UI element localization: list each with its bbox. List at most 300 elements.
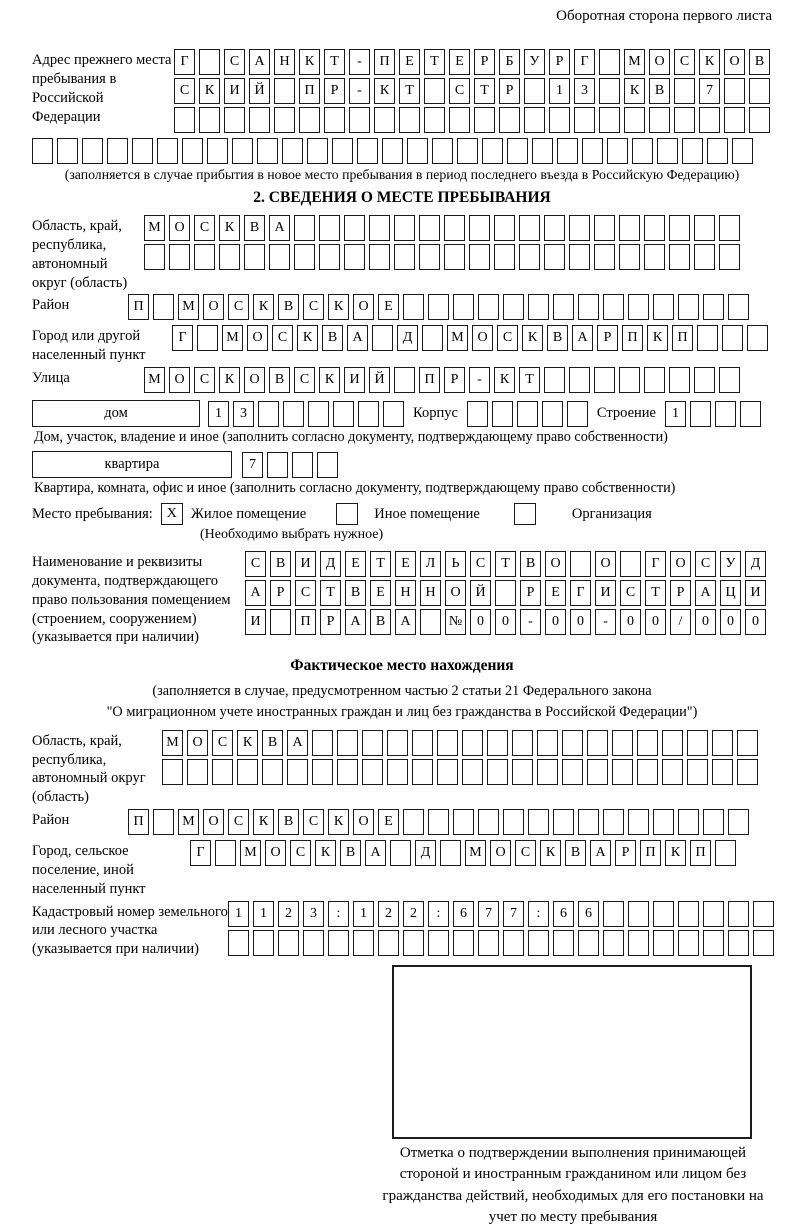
- char-cell-empty[interactable]: [317, 452, 338, 478]
- char-cell-empty[interactable]: [319, 244, 340, 270]
- char-cell-empty[interactable]: [612, 730, 633, 756]
- char-cell-filled[interactable]: Ц: [720, 580, 741, 606]
- char-cell-empty[interactable]: [674, 107, 695, 133]
- char-cell-filled[interactable]: -: [595, 609, 616, 635]
- char-cell-empty[interactable]: [237, 759, 258, 785]
- checkbox-residential[interactable]: X: [161, 503, 183, 525]
- char-cell-empty[interactable]: [578, 809, 599, 835]
- char-cell-filled[interactable]: 2: [278, 901, 299, 927]
- char-cell-filled[interactable]: Е: [345, 551, 366, 577]
- char-cell-empty[interactable]: [712, 759, 733, 785]
- char-cell-filled[interactable]: С: [228, 294, 249, 320]
- char-cell-empty[interactable]: [715, 840, 736, 866]
- char-cell-filled[interactable]: 3: [233, 401, 254, 427]
- char-cell-empty[interactable]: [469, 244, 490, 270]
- char-cell-empty[interactable]: [462, 730, 483, 756]
- char-cell-filled[interactable]: Й: [470, 580, 491, 606]
- char-cell-empty[interactable]: [262, 759, 283, 785]
- char-cell-empty[interactable]: [703, 809, 724, 835]
- char-cell-empty[interactable]: [357, 138, 378, 164]
- char-cell-empty[interactable]: [532, 138, 553, 164]
- char-cell-empty[interactable]: [462, 759, 483, 785]
- char-cell-empty[interactable]: [469, 215, 490, 241]
- char-cell-empty[interactable]: [719, 244, 740, 270]
- char-cell-empty[interactable]: [562, 730, 583, 756]
- char-cell-empty[interactable]: [182, 138, 203, 164]
- char-cell-filled[interactable]: К: [624, 78, 645, 104]
- char-cell-empty[interactable]: [82, 138, 103, 164]
- char-cell-empty[interactable]: [628, 930, 649, 956]
- char-cell-empty[interactable]: [549, 107, 570, 133]
- char-cell-filled[interactable]: И: [224, 78, 245, 104]
- char-cell-filled[interactable]: О: [244, 367, 265, 393]
- char-cell-filled[interactable]: 1: [208, 401, 229, 427]
- checkbox-other-premises[interactable]: [336, 503, 358, 525]
- char-cell-empty[interactable]: [494, 215, 515, 241]
- char-cell-empty[interactable]: [57, 138, 78, 164]
- char-cell-filled[interactable]: Р: [597, 325, 618, 351]
- char-cell-empty[interactable]: [569, 244, 590, 270]
- char-cell-filled[interactable]: Р: [320, 609, 341, 635]
- char-cell-filled[interactable]: П: [419, 367, 440, 393]
- char-cell-empty[interactable]: [503, 809, 524, 835]
- char-cell-empty[interactable]: [440, 840, 461, 866]
- char-cell-empty[interactable]: [644, 215, 665, 241]
- char-cell-empty[interactable]: [424, 107, 445, 133]
- char-cell-empty[interactable]: [737, 759, 758, 785]
- char-cell-empty[interactable]: [690, 401, 711, 427]
- char-cell-empty[interactable]: [512, 730, 533, 756]
- char-cell-filled[interactable]: 1: [253, 901, 274, 927]
- char-cell-filled[interactable]: №: [445, 609, 466, 635]
- char-cell-filled[interactable]: С: [470, 551, 491, 577]
- char-cell-filled[interactable]: О: [595, 551, 616, 577]
- char-cell-empty[interactable]: [403, 809, 424, 835]
- char-cell-empty[interactable]: [544, 367, 565, 393]
- char-cell-empty[interactable]: [232, 138, 253, 164]
- char-cell-empty[interactable]: [503, 930, 524, 956]
- char-cell-empty[interactable]: [412, 759, 433, 785]
- char-cell-filled[interactable]: О: [724, 49, 745, 75]
- char-cell-empty[interactable]: [747, 325, 768, 351]
- char-cell-empty[interactable]: [197, 325, 218, 351]
- char-cell-empty[interactable]: [694, 367, 715, 393]
- char-cell-filled[interactable]: -: [349, 49, 370, 75]
- char-cell-filled[interactable]: Е: [395, 551, 416, 577]
- char-cell-empty[interactable]: [478, 809, 499, 835]
- char-cell-empty[interactable]: [312, 730, 333, 756]
- char-cell-empty[interactable]: [453, 294, 474, 320]
- char-cell-empty[interactable]: [524, 107, 545, 133]
- char-cell-empty[interactable]: [283, 401, 304, 427]
- char-cell-empty[interactable]: [453, 809, 474, 835]
- char-cell-filled[interactable]: С: [228, 809, 249, 835]
- char-cell-empty[interactable]: [144, 244, 165, 270]
- char-cell-filled[interactable]: П: [690, 840, 711, 866]
- char-cell-filled[interactable]: О: [203, 809, 224, 835]
- char-cell-empty[interactable]: [620, 551, 641, 577]
- char-cell-empty[interactable]: [324, 107, 345, 133]
- char-cell-filled[interactable]: В: [345, 580, 366, 606]
- char-cell-empty[interactable]: [487, 759, 508, 785]
- char-cell-empty[interactable]: [244, 244, 265, 270]
- char-cell-empty[interactable]: [337, 730, 358, 756]
- char-cell-empty[interactable]: [612, 759, 633, 785]
- char-cell-empty[interactable]: [607, 138, 628, 164]
- char-cell-empty[interactable]: [728, 294, 749, 320]
- char-cell-filled[interactable]: С: [295, 580, 316, 606]
- char-cell-empty[interactable]: [628, 294, 649, 320]
- char-cell-empty[interactable]: [753, 930, 774, 956]
- char-cell-empty[interactable]: [599, 49, 620, 75]
- char-cell-filled[interactable]: С: [303, 809, 324, 835]
- char-cell-empty[interactable]: [444, 244, 465, 270]
- char-cell-empty[interactable]: [678, 930, 699, 956]
- char-cell-empty[interactable]: [557, 138, 578, 164]
- char-cell-empty[interactable]: [319, 215, 340, 241]
- char-cell-filled[interactable]: У: [524, 49, 545, 75]
- char-cell-empty[interactable]: [307, 138, 328, 164]
- house-type-box[interactable]: дом: [32, 400, 200, 427]
- char-cell-filled[interactable]: Л: [420, 551, 441, 577]
- char-cell-filled[interactable]: 3: [574, 78, 595, 104]
- char-cell-empty[interactable]: [353, 930, 374, 956]
- char-cell-empty[interactable]: [387, 759, 408, 785]
- char-cell-filled[interactable]: С: [194, 367, 215, 393]
- char-cell-filled[interactable]: О: [445, 580, 466, 606]
- char-cell-filled[interactable]: С: [245, 551, 266, 577]
- char-cell-filled[interactable]: О: [649, 49, 670, 75]
- char-cell-empty[interactable]: [194, 244, 215, 270]
- char-cell-empty[interactable]: [107, 138, 128, 164]
- char-cell-empty[interactable]: [383, 401, 404, 427]
- char-cell-empty[interactable]: [274, 78, 295, 104]
- char-cell-empty[interactable]: [712, 730, 733, 756]
- char-cell-empty[interactable]: [299, 107, 320, 133]
- char-cell-empty[interactable]: [687, 730, 708, 756]
- char-cell-filled[interactable]: М: [624, 49, 645, 75]
- char-cell-empty[interactable]: [669, 215, 690, 241]
- char-cell-filled[interactable]: Г: [172, 325, 193, 351]
- char-cell-filled[interactable]: М: [465, 840, 486, 866]
- char-cell-empty[interactable]: [403, 294, 424, 320]
- char-cell-empty[interactable]: [382, 138, 403, 164]
- char-cell-filled[interactable]: Д: [397, 325, 418, 351]
- char-cell-empty[interactable]: [619, 244, 640, 270]
- char-cell-filled[interactable]: П: [128, 809, 149, 835]
- char-cell-filled[interactable]: С: [194, 215, 215, 241]
- char-cell-empty[interactable]: [632, 138, 653, 164]
- char-cell-filled[interactable]: М: [162, 730, 183, 756]
- char-cell-empty[interactable]: [219, 244, 240, 270]
- char-cell-filled[interactable]: О: [247, 325, 268, 351]
- char-cell-empty[interactable]: [719, 367, 740, 393]
- char-cell-filled[interactable]: Т: [495, 551, 516, 577]
- char-cell-empty[interactable]: [403, 930, 424, 956]
- char-cell-filled[interactable]: К: [299, 49, 320, 75]
- char-cell-empty[interactable]: [457, 138, 478, 164]
- char-cell-empty[interactable]: [537, 759, 558, 785]
- char-cell-empty[interactable]: [207, 138, 228, 164]
- char-cell-empty[interactable]: [432, 138, 453, 164]
- char-cell-filled[interactable]: Т: [324, 49, 345, 75]
- char-cell-empty[interactable]: [644, 367, 665, 393]
- char-cell-empty[interactable]: [542, 401, 563, 427]
- char-cell-filled[interactable]: Р: [670, 580, 691, 606]
- char-cell-empty[interactable]: [157, 138, 178, 164]
- char-cell-empty[interactable]: [694, 215, 715, 241]
- char-cell-empty[interactable]: [187, 759, 208, 785]
- char-cell-empty[interactable]: [587, 730, 608, 756]
- char-cell-empty[interactable]: [517, 401, 538, 427]
- char-cell-filled[interactable]: К: [494, 367, 515, 393]
- char-cell-filled[interactable]: :: [528, 901, 549, 927]
- char-cell-empty[interactable]: [249, 107, 270, 133]
- char-cell-empty[interactable]: [344, 244, 365, 270]
- char-cell-filled[interactable]: К: [297, 325, 318, 351]
- char-cell-filled[interactable]: С: [290, 840, 311, 866]
- char-cell-filled[interactable]: 7: [699, 78, 720, 104]
- char-cell-filled[interactable]: 0: [470, 609, 491, 635]
- char-cell-filled[interactable]: П: [374, 49, 395, 75]
- char-cell-empty[interactable]: [582, 138, 603, 164]
- char-cell-filled[interactable]: П: [622, 325, 643, 351]
- char-cell-empty[interactable]: [519, 215, 540, 241]
- char-cell-empty[interactable]: [228, 930, 249, 956]
- char-cell-empty[interactable]: [724, 107, 745, 133]
- char-cell-empty[interactable]: [474, 107, 495, 133]
- char-cell-filled[interactable]: К: [253, 294, 274, 320]
- char-cell-filled[interactable]: А: [695, 580, 716, 606]
- char-cell-filled[interactable]: Г: [645, 551, 666, 577]
- char-cell-filled[interactable]: /: [670, 609, 691, 635]
- char-cell-empty[interactable]: [492, 401, 513, 427]
- char-cell-empty[interactable]: [662, 730, 683, 756]
- char-cell-filled[interactable]: Р: [499, 78, 520, 104]
- char-cell-filled[interactable]: С: [174, 78, 195, 104]
- char-cell-filled[interactable]: И: [745, 580, 766, 606]
- char-cell-empty[interactable]: [349, 107, 370, 133]
- char-cell-empty[interactable]: [653, 901, 674, 927]
- char-cell-empty[interactable]: [653, 930, 674, 956]
- char-cell-filled[interactable]: И: [595, 580, 616, 606]
- char-cell-filled[interactable]: К: [540, 840, 561, 866]
- char-cell-filled[interactable]: О: [472, 325, 493, 351]
- char-cell-empty[interactable]: [494, 244, 515, 270]
- checkbox-organization[interactable]: [514, 503, 536, 525]
- char-cell-filled[interactable]: К: [522, 325, 543, 351]
- char-cell-empty[interactable]: [637, 759, 658, 785]
- char-cell-filled[interactable]: К: [699, 49, 720, 75]
- char-cell-filled[interactable]: Т: [370, 551, 391, 577]
- char-cell-empty[interactable]: [499, 107, 520, 133]
- char-cell-filled[interactable]: В: [322, 325, 343, 351]
- char-cell-filled[interactable]: П: [299, 78, 320, 104]
- char-cell-filled[interactable]: С: [272, 325, 293, 351]
- char-cell-filled[interactable]: К: [319, 367, 340, 393]
- char-cell-filled[interactable]: 1: [665, 401, 686, 427]
- char-cell-empty[interactable]: [487, 730, 508, 756]
- char-cell-filled[interactable]: О: [670, 551, 691, 577]
- char-cell-empty[interactable]: [574, 107, 595, 133]
- char-cell-filled[interactable]: 0: [545, 609, 566, 635]
- char-cell-empty[interactable]: [603, 901, 624, 927]
- char-cell-empty[interactable]: [449, 107, 470, 133]
- char-cell-filled[interactable]: В: [340, 840, 361, 866]
- char-cell-empty[interactable]: [619, 367, 640, 393]
- char-cell-empty[interactable]: [719, 215, 740, 241]
- char-cell-filled[interactable]: В: [565, 840, 586, 866]
- char-cell-filled[interactable]: Г: [570, 580, 591, 606]
- char-cell-filled[interactable]: С: [620, 580, 641, 606]
- char-cell-empty[interactable]: [399, 107, 420, 133]
- char-cell-empty[interactable]: [553, 809, 574, 835]
- char-cell-empty[interactable]: [162, 759, 183, 785]
- char-cell-filled[interactable]: Р: [549, 49, 570, 75]
- char-cell-empty[interactable]: [619, 215, 640, 241]
- char-cell-empty[interactable]: [594, 367, 615, 393]
- char-cell-empty[interactable]: [603, 809, 624, 835]
- char-cell-filled[interactable]: П: [295, 609, 316, 635]
- char-cell-empty[interactable]: [697, 325, 718, 351]
- char-cell-empty[interactable]: [257, 138, 278, 164]
- char-cell-filled[interactable]: В: [370, 609, 391, 635]
- char-cell-filled[interactable]: 2: [403, 901, 424, 927]
- char-cell-empty[interactable]: [303, 930, 324, 956]
- char-cell-empty[interactable]: [703, 901, 724, 927]
- char-cell-filled[interactable]: М: [447, 325, 468, 351]
- char-cell-empty[interactable]: [444, 215, 465, 241]
- char-cell-filled[interactable]: И: [344, 367, 365, 393]
- char-cell-empty[interactable]: [628, 901, 649, 927]
- char-cell-empty[interactable]: [703, 930, 724, 956]
- char-cell-filled[interactable]: А: [347, 325, 368, 351]
- char-cell-filled[interactable]: 6: [453, 901, 474, 927]
- char-cell-empty[interactable]: [740, 401, 761, 427]
- char-cell-filled[interactable]: С: [515, 840, 536, 866]
- char-cell-filled[interactable]: Р: [444, 367, 465, 393]
- char-cell-filled[interactable]: 1: [353, 901, 374, 927]
- char-cell-empty[interactable]: [374, 107, 395, 133]
- char-cell-filled[interactable]: 0: [695, 609, 716, 635]
- char-cell-filled[interactable]: М: [240, 840, 261, 866]
- char-cell-empty[interactable]: [394, 367, 415, 393]
- char-cell-empty[interactable]: [224, 107, 245, 133]
- char-cell-filled[interactable]: В: [520, 551, 541, 577]
- char-cell-empty[interactable]: [599, 107, 620, 133]
- char-cell-filled[interactable]: 6: [578, 901, 599, 927]
- char-cell-empty[interactable]: [253, 930, 274, 956]
- char-cell-filled[interactable]: М: [222, 325, 243, 351]
- char-cell-filled[interactable]: П: [640, 840, 661, 866]
- char-cell-empty[interactable]: [453, 930, 474, 956]
- char-cell-empty[interactable]: [308, 401, 329, 427]
- char-cell-empty[interactable]: [562, 759, 583, 785]
- char-cell-filled[interactable]: А: [572, 325, 593, 351]
- char-cell-filled[interactable]: О: [545, 551, 566, 577]
- char-cell-filled[interactable]: Р: [270, 580, 291, 606]
- char-cell-empty[interactable]: [437, 759, 458, 785]
- char-cell-filled[interactable]: В: [262, 730, 283, 756]
- char-cell-empty[interactable]: [420, 609, 441, 635]
- char-cell-empty[interactable]: [569, 215, 590, 241]
- char-cell-filled[interactable]: О: [353, 809, 374, 835]
- char-cell-filled[interactable]: В: [749, 49, 770, 75]
- char-cell-filled[interactable]: -: [520, 609, 541, 635]
- char-cell-filled[interactable]: Е: [378, 294, 399, 320]
- char-cell-filled[interactable]: Д: [415, 840, 436, 866]
- char-cell-empty[interactable]: [669, 244, 690, 270]
- char-cell-filled[interactable]: О: [353, 294, 374, 320]
- char-cell-empty[interactable]: [482, 138, 503, 164]
- char-cell-filled[interactable]: 6: [553, 901, 574, 927]
- char-cell-filled[interactable]: 1: [228, 901, 249, 927]
- char-cell-empty[interactable]: [722, 325, 743, 351]
- char-cell-empty[interactable]: [637, 730, 658, 756]
- char-cell-filled[interactable]: С: [449, 78, 470, 104]
- char-cell-filled[interactable]: В: [244, 215, 265, 241]
- char-cell-empty[interactable]: [424, 78, 445, 104]
- char-cell-empty[interactable]: [528, 930, 549, 956]
- char-cell-empty[interactable]: [512, 759, 533, 785]
- char-cell-empty[interactable]: [570, 551, 591, 577]
- char-cell-filled[interactable]: Т: [519, 367, 540, 393]
- char-cell-empty[interactable]: [294, 244, 315, 270]
- char-cell-empty[interactable]: [657, 138, 678, 164]
- char-cell-filled[interactable]: О: [265, 840, 286, 866]
- char-cell-filled[interactable]: К: [219, 215, 240, 241]
- char-cell-empty[interactable]: [519, 244, 540, 270]
- char-cell-empty[interactable]: [587, 759, 608, 785]
- char-cell-filled[interactable]: 0: [720, 609, 741, 635]
- char-cell-empty[interactable]: [528, 809, 549, 835]
- char-cell-filled[interactable]: Г: [574, 49, 595, 75]
- char-cell-filled[interactable]: Н: [395, 580, 416, 606]
- char-cell-filled[interactable]: Т: [424, 49, 445, 75]
- char-cell-empty[interactable]: [594, 244, 615, 270]
- char-cell-filled[interactable]: В: [547, 325, 568, 351]
- char-cell-empty[interactable]: [394, 244, 415, 270]
- char-cell-empty[interactable]: [274, 107, 295, 133]
- char-cell-filled[interactable]: :: [328, 901, 349, 927]
- char-cell-empty[interactable]: [282, 138, 303, 164]
- char-cell-empty[interactable]: [270, 609, 291, 635]
- char-cell-empty[interactable]: [337, 759, 358, 785]
- char-cell-empty[interactable]: [495, 580, 516, 606]
- char-cell-empty[interactable]: [749, 107, 770, 133]
- char-cell-filled[interactable]: 3: [303, 901, 324, 927]
- char-cell-filled[interactable]: К: [328, 294, 349, 320]
- char-cell-empty[interactable]: [333, 401, 354, 427]
- char-cell-empty[interactable]: [428, 930, 449, 956]
- char-cell-empty[interactable]: [728, 901, 749, 927]
- char-cell-empty[interactable]: [467, 401, 488, 427]
- char-cell-empty[interactable]: [687, 759, 708, 785]
- char-cell-empty[interactable]: [212, 759, 233, 785]
- char-cell-empty[interactable]: [544, 215, 565, 241]
- char-cell-filled[interactable]: В: [278, 294, 299, 320]
- char-cell-empty[interactable]: [153, 809, 174, 835]
- char-cell-filled[interactable]: С: [695, 551, 716, 577]
- char-cell-filled[interactable]: Е: [370, 580, 391, 606]
- char-cell-empty[interactable]: [132, 138, 153, 164]
- char-cell-empty[interactable]: [292, 452, 313, 478]
- apartment-type-box[interactable]: квартира: [32, 451, 232, 478]
- char-cell-empty[interactable]: [662, 759, 683, 785]
- char-cell-empty[interactable]: [332, 138, 353, 164]
- char-cell-empty[interactable]: [215, 840, 236, 866]
- char-cell-filled[interactable]: О: [169, 367, 190, 393]
